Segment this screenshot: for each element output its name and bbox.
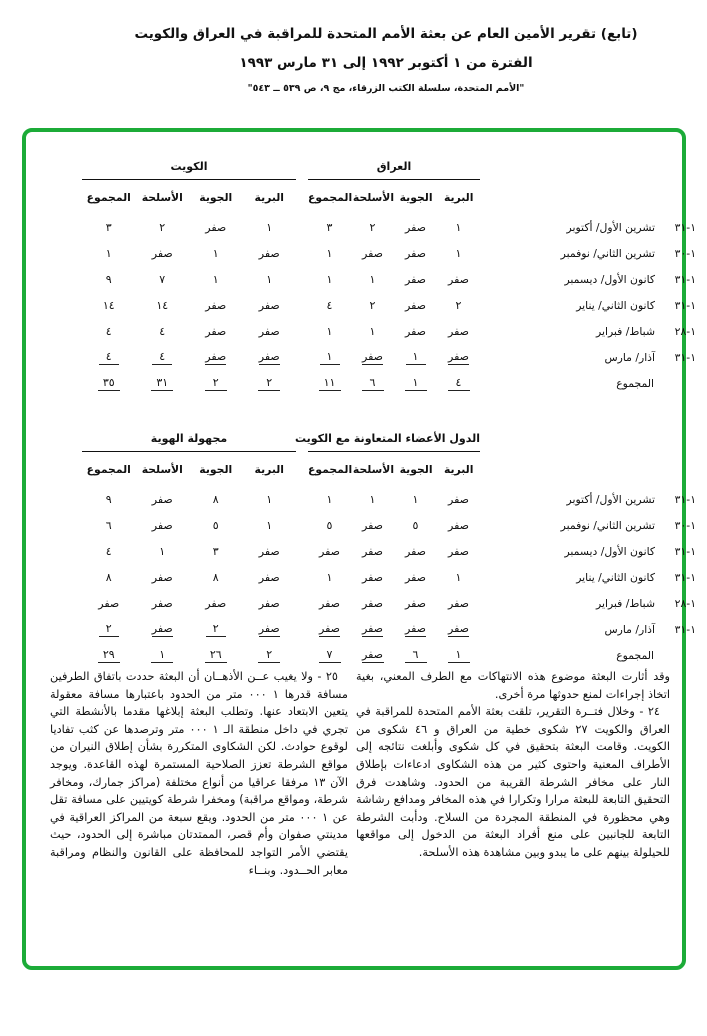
- cell: صفر: [405, 298, 426, 312]
- cell: ٣١: [151, 376, 173, 391]
- table-row: [308, 538, 480, 564]
- table-row: [82, 590, 296, 616]
- table-kuwait: [82, 158, 296, 396]
- month-name: شباط/ فبراير: [596, 596, 655, 610]
- table-row: [308, 266, 480, 292]
- column-header: البرية: [443, 462, 474, 476]
- table-row: [82, 240, 296, 266]
- date-range: ١-٢٨: [674, 324, 696, 338]
- cell: صفر: [205, 596, 227, 610]
- table-row: [82, 564, 296, 590]
- cell: ١: [405, 376, 427, 391]
- cell: صفر: [258, 544, 280, 558]
- cell: صفر: [362, 570, 383, 584]
- month-name: كانون الثاني/ يناير: [576, 570, 655, 584]
- cell: ٣: [326, 220, 333, 234]
- column-header: البرية: [254, 462, 284, 476]
- paragraph-25: ٢٥ - ولا يغيب عــن الأذهــان أن البعثة حددت باتفاق الطرفين مسافة قدرها ١ ٠٠٠ متر من الحدود باعتبارها مسافة معقولة يتعين الابتعاد عنها. وتطلب البعثة إبلاغها مقدما بالأنشطة التي تجري في داخل منطقة الـ ١ ٠٠٠ متر وترصدها عن كثب تفاديا لوقوع حوادث. لكن الشكاوى المتكررة بشأن إطلاق النيران من مواقع الشرطة تعزز الصلاحية المستمرة لهذه القاعدة. ويوجد الآن ١٣ مرفقا عراقيا من أنواع مختلفة (مراكز جمارك، ومخافر شرطة، ومواقع مراقبة) ومخفرا شرطة كويتيين على مسافة تقل عن ١ ٠٠٠ متر من الحدود. ويقع سبعة من المراكز العراقية في مدينتي صفوان وأم قصر، الممتدتان مباشرة إلى الحدود، حيث يقتضي الأمر التواجد للمحافظة على القانون والنظام ومراقبة معابر الحــدود. وبنــاء: [50, 670, 349, 877]
- cell: صفر: [205, 324, 227, 338]
- month-row: [550, 486, 696, 512]
- table-header: [82, 452, 296, 486]
- month-labels: [550, 486, 696, 668]
- cell: ٥: [412, 518, 419, 532]
- page-header: [88, 24, 684, 96]
- cell: ٥: [212, 518, 219, 532]
- month-row: [550, 240, 696, 266]
- date-range: ١-٣١: [674, 622, 696, 636]
- cell: صفر: [151, 246, 173, 260]
- cell: ٤: [159, 324, 166, 338]
- month-row: [550, 616, 696, 642]
- month-row: [550, 266, 696, 292]
- cell: ٨: [212, 492, 219, 506]
- month-name: آذار/ مارس: [604, 350, 655, 364]
- cell: صفر: [448, 272, 469, 286]
- column-header: المجموع: [308, 190, 353, 204]
- paragraph-24: ٢٤ - وخلال فتــرة التقرير، تلقت بعثة الأمم المتحدة للمراقبة في العراق والكويت ٢٧ شكوى خطية من العراق و ٤٦ شكوى من الكويت. وقامت البعثة بتحقيق في كل شكوى وأبلغت نتائجه إلى الأطراف المعنية واحتوى كثير من هذه الشكاوى ادعاءات بإطلاق النار على مخافر الشرطة القريبة من الحدود. وشاهدت فرق التحقيق التابعة للبعثة مرارا وتكرارا في هذه المخافر ومدافع رشاشة وهي محظورة في المنطقة المجردة من السلاح. ودأبت الشرطة التابعة للجانبين على منع أفراد البعثة من الدخول إلى مواقعها للحيلولة بينهم على ما يبدو وبين مشاهدة هذه الأسلحة.: [356, 705, 671, 859]
- cell: ١: [159, 544, 166, 558]
- table-title: الدول الأعضاء المتعاونة مع الكويت: [294, 432, 480, 445]
- month-row: [550, 590, 696, 616]
- cell: ١: [326, 272, 333, 286]
- cell: صفر: [405, 220, 426, 234]
- month-row: [550, 512, 696, 538]
- cell: صفر: [151, 492, 173, 506]
- cell: ٢٩: [98, 648, 120, 663]
- cell: ١: [105, 246, 112, 260]
- column-header: الجوية: [399, 190, 433, 204]
- cell: صفر: [319, 596, 340, 610]
- table-row: [82, 214, 296, 240]
- cell: ٧: [159, 272, 166, 286]
- cell: صفر: [362, 647, 383, 661]
- cell: صفر: [151, 518, 173, 532]
- cell: صفر: [405, 544, 426, 558]
- cell: صفر: [405, 246, 426, 260]
- month-row: [550, 564, 696, 590]
- table-total-row: [308, 370, 480, 396]
- cell: صفر: [448, 324, 469, 338]
- section-iraq-kuwait: [0, 158, 707, 428]
- cell: ١: [320, 350, 340, 365]
- cell: صفر: [362, 596, 383, 610]
- date-range: ١-٣١: [674, 492, 696, 506]
- text-column-right: [356, 668, 670, 862]
- date-range: ١-٣١: [674, 350, 696, 364]
- cell: صفر: [258, 570, 280, 584]
- month-row: [550, 538, 696, 564]
- column-header: المجموع: [86, 190, 131, 204]
- column-header: البرية: [443, 190, 474, 204]
- cell: ١: [212, 272, 219, 286]
- cell: ٦: [405, 648, 427, 663]
- month-name: تشرين الثاني/ نوفمبر: [560, 246, 655, 260]
- month-name: آذار/ مارس: [604, 622, 655, 636]
- column-header: الأسلحة: [141, 190, 183, 204]
- table-total-row: [82, 370, 296, 396]
- table-row: [308, 214, 480, 240]
- column-header: الجوية: [399, 462, 433, 476]
- column-header: الأسلحة: [352, 190, 395, 204]
- total-row-label: [550, 370, 696, 396]
- cell: صفر: [448, 518, 469, 532]
- table-row: [308, 240, 480, 266]
- cell: ١: [455, 246, 462, 260]
- cell: ٤: [105, 544, 112, 558]
- cell: صفر: [258, 349, 280, 363]
- month-row: [550, 344, 696, 370]
- cell: ١: [266, 220, 273, 234]
- cell: ١: [326, 570, 333, 584]
- cell: ١: [412, 492, 419, 506]
- month-name: تشرين الثاني/ نوفمبر: [560, 518, 655, 532]
- month-name: تشرين الأول/ أكتوبر: [566, 492, 655, 506]
- cell: صفر: [362, 246, 383, 260]
- table-row: [308, 486, 480, 512]
- cell: ٢: [455, 298, 462, 312]
- cell: ٤: [152, 350, 172, 365]
- table-row: [308, 344, 480, 370]
- table-row: [308, 512, 480, 538]
- column-header: الجوية: [199, 190, 233, 204]
- cell: صفر: [448, 492, 469, 506]
- table-row: [308, 590, 480, 616]
- section-coop-unknown: [0, 430, 707, 700]
- report-title: (تابع) تقرير الأمين العام عن بعثة الأمم المتحدة للمراقبة في العراق والكويت: [134, 26, 638, 42]
- cell: صفر: [319, 544, 340, 558]
- cell: ٤: [99, 350, 119, 365]
- cell: ٣: [105, 220, 112, 234]
- date-range: ١-٣١: [674, 272, 696, 286]
- table-row: [82, 538, 296, 564]
- column-header: المجموع: [86, 462, 131, 476]
- date-range: ١-٣١: [674, 298, 696, 312]
- cell: صفر: [405, 570, 426, 584]
- date-range: ١-٢٨: [674, 596, 696, 610]
- cell: ٢: [99, 622, 119, 637]
- cell: صفر: [319, 621, 340, 635]
- cell: صفر: [448, 621, 469, 635]
- cell: صفر: [98, 596, 120, 610]
- table-row: [82, 486, 296, 512]
- cell: ٥: [326, 518, 333, 532]
- total-label: المجموع: [616, 648, 654, 662]
- cell: صفر: [151, 596, 173, 610]
- cell: ٦: [105, 518, 112, 532]
- cell: صفر: [258, 324, 280, 338]
- cell: ١: [326, 246, 333, 260]
- cell: ٢: [258, 648, 280, 663]
- table-row: [82, 266, 296, 292]
- month-row: [550, 318, 696, 344]
- cell: ١: [266, 518, 273, 532]
- table-header: [308, 180, 480, 214]
- month-name: كانون الأول/ ديسمبر: [564, 272, 655, 286]
- cell: ٢: [205, 376, 227, 391]
- table-row: [82, 344, 296, 370]
- cell: ١: [448, 648, 470, 663]
- table-row: [308, 318, 480, 344]
- cell: ١: [455, 220, 462, 234]
- month-row: [550, 214, 696, 240]
- cell: صفر: [405, 596, 426, 610]
- month-row: [550, 292, 696, 318]
- cell: صفر: [405, 621, 426, 635]
- cell: ١: [369, 492, 376, 506]
- paragraph-continuation: وقد أثارت البعثة موضوع هذه الانتهاكات مع الطرف المعني، بغية اتخاذ إجراءات لمنع حدوثها مرة أخرى.: [356, 670, 670, 701]
- column-header: البرية: [254, 190, 284, 204]
- cell: ٢: [206, 622, 226, 637]
- date-range: ١-٣٠: [674, 246, 696, 260]
- table-unknown-identity: [82, 430, 296, 668]
- date-range: ١-٣١: [674, 570, 696, 584]
- table-total-row: [82, 642, 296, 668]
- table-iraq: [308, 158, 480, 396]
- table-row: [82, 292, 296, 318]
- cell: ١: [326, 492, 333, 506]
- table-row: [308, 564, 480, 590]
- cell: صفر: [258, 596, 280, 610]
- cell: ١: [266, 272, 273, 286]
- month-name: كانون الأول/ ديسمبر: [564, 544, 655, 558]
- table-row: [82, 318, 296, 344]
- text-column-left: [50, 668, 348, 879]
- month-labels: [550, 214, 696, 396]
- cell: ١: [151, 648, 173, 663]
- report-period: الفترة من ١ أكتوبر ١٩٩٢ إلى ٣١ مارس ١٩٩٣: [239, 55, 533, 71]
- table-header: [82, 180, 296, 214]
- column-header: المجموع: [308, 462, 353, 476]
- table-title: الكويت: [170, 160, 208, 173]
- cell: ١: [212, 246, 219, 260]
- cell: صفر: [362, 544, 383, 558]
- cell: صفر: [448, 544, 469, 558]
- cell: ٢: [258, 376, 280, 391]
- table-title: العراق: [376, 160, 412, 173]
- cell: ١٤: [102, 298, 115, 312]
- table-row: [82, 616, 296, 642]
- cell: ٩: [105, 492, 112, 506]
- table-header: [308, 452, 480, 486]
- cell: ١: [455, 570, 462, 584]
- cell: ٢: [369, 298, 376, 312]
- cell: ٧: [319, 648, 341, 663]
- cell: صفر: [405, 272, 426, 286]
- column-header: الأسلحة: [141, 462, 183, 476]
- cell: ١: [369, 324, 376, 338]
- cell: ١: [266, 492, 273, 506]
- cell: صفر: [405, 324, 426, 338]
- report-source: "الأمم المتحدة، سلسلة الكتب الزرقاء، مج ٩، ص ٥٣٩ ــ ٥٤٣": [247, 83, 525, 94]
- cell: ٢: [369, 220, 376, 234]
- column-header: الأسلحة: [352, 462, 395, 476]
- cell: صفر: [151, 621, 173, 635]
- total-row-label: [550, 642, 696, 668]
- cell: صفر: [258, 246, 280, 260]
- table-title: مجهولة الهوية: [150, 432, 228, 445]
- month-name: شباط/ فبراير: [596, 324, 655, 338]
- cell: ١: [326, 324, 333, 338]
- cell: ٣٥: [98, 376, 120, 391]
- cell: صفر: [205, 349, 227, 363]
- cell: ١: [406, 350, 426, 365]
- cell: ١١: [319, 376, 341, 391]
- cell: ٤: [326, 298, 333, 312]
- cell: صفر: [258, 621, 280, 635]
- cell: ٦: [362, 376, 384, 391]
- cell: صفر: [205, 220, 227, 234]
- cell: ١: [369, 272, 376, 286]
- cell: صفر: [448, 596, 469, 610]
- cell: صفر: [362, 518, 383, 532]
- cell: صفر: [448, 349, 469, 363]
- total-label: المجموع: [616, 376, 654, 390]
- cell: صفر: [362, 621, 383, 635]
- date-range: ١-٣١: [674, 544, 696, 558]
- table-total-row: [308, 642, 480, 668]
- cell: ٨: [105, 570, 112, 584]
- cell: ١٤: [156, 298, 169, 312]
- cell: ٩: [105, 272, 112, 286]
- cell: ٤: [448, 376, 470, 391]
- date-range: ١-٣٠: [674, 518, 696, 532]
- cell: صفر: [205, 298, 227, 312]
- table-row: [82, 512, 296, 538]
- table-cooperating-states: [294, 430, 480, 668]
- cell: صفر: [151, 570, 173, 584]
- date-range: ١-٣١: [674, 220, 696, 234]
- cell: ٣: [212, 544, 219, 558]
- month-name: تشرين الأول/ أكتوبر: [566, 220, 655, 234]
- cell: صفر: [362, 349, 383, 363]
- cell: ٨: [212, 570, 219, 584]
- column-header: الجوية: [199, 462, 233, 476]
- cell: ٤: [105, 324, 112, 338]
- table-row: [308, 616, 480, 642]
- table-row: [308, 292, 480, 318]
- cell: صفر: [258, 298, 280, 312]
- cell: ٢٦: [205, 648, 227, 663]
- month-name: كانون الثاني/ يناير: [576, 298, 655, 312]
- cell: ٢: [159, 220, 166, 234]
